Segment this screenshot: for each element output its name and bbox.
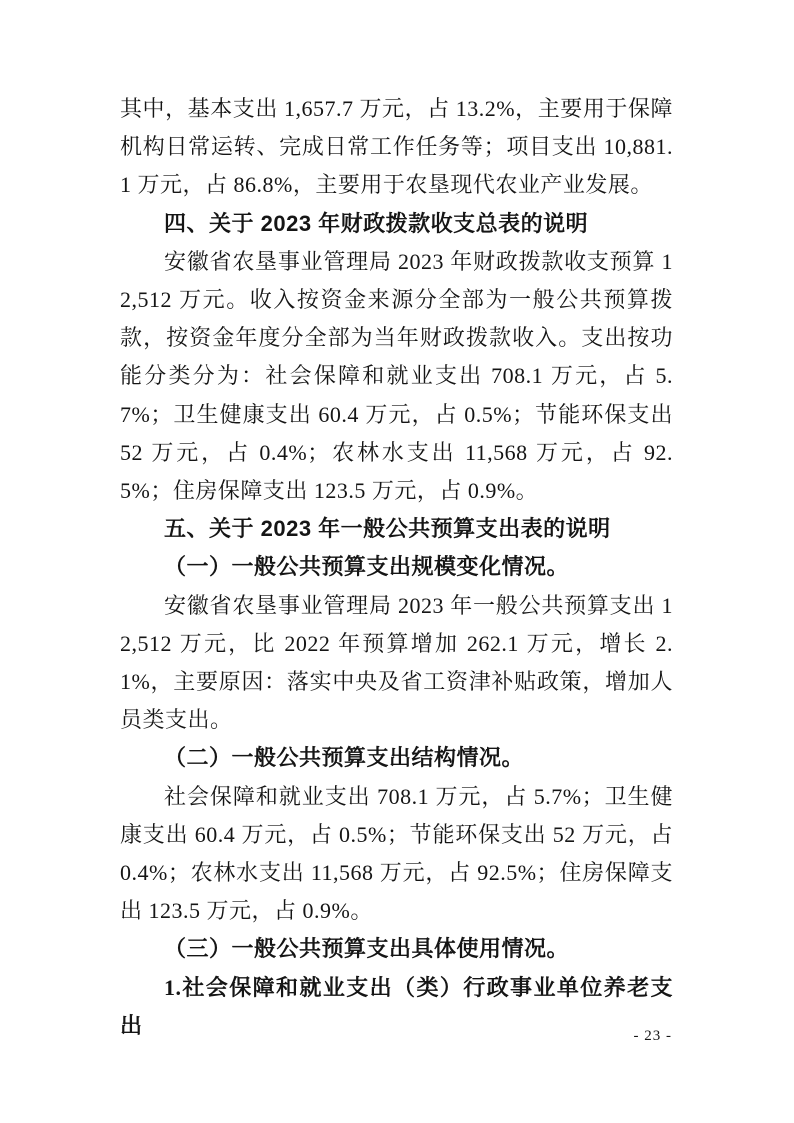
section-heading-v-general-public-budget: 五、关于 2023 年一般公共预算支出表的说明 (164, 516, 611, 542)
section-heading-iv-fiscal-appropriation-summary: 四、关于 2023 年财政拨款收支总表的说明 (164, 210, 589, 236)
subsection-heading-3-specific-usage: （三）一般公共预算支出具体使用情况。 (164, 936, 570, 962)
paragraph-fiscal-appropriation-detail: 安徽省农垦事业管理局 2023 年财政拨款收支预算 12,512 万元。收入按资金来源分全部为一般公共预算拨款，按资金年度分全部为当年财政拨款收入。支出按功能分类分为：社会保障和就业支出 708.1 万元，占 5.7%；卫生健康支出 60.4 万元，占 0.5%；节能环保支出 52 万元，占 0.4%；农林水支出 11,568 万元，占 92.5%；住房保障支出 123.5 万元，占 0.9%。 (120, 248, 673, 504)
paragraph-budget-scale-change: 安徽省农垦事业管理局 2023 年一般公共预算支出 12,512 万元，比 2022 年预算增加 262.1 万元，增长 2.1%，主要原因：落实中央及省工资津补贴政策，增加人员类支出。 (120, 592, 673, 733)
paragraph-basic-project-expenditure-continuation: 其中，基本支出 1,657.7 万元，占 13.2%，主要用于保障机构日常运转、完成日常工作任务等；项目支出 10,881.1 万元，占 86.8%，主要用于农垦现代农业产业发展。 (120, 96, 673, 198)
paragraph-budget-structure: 社会保障和就业支出 708.1 万元，占 5.7%；卫生健康支出 60.4 万元，占 0.5%；节能环保支出 52 万元，占 0.4%；农林水支出 11,568 万元，占 92.5%；住房保障支出 123.5 万元，占 0.9%。 (120, 783, 673, 924)
subsection-heading-1-scale-change: （一）一般公共预算支出规模变化情况。 (164, 554, 570, 580)
page-number: - 23 - (633, 1028, 672, 1044)
subsection-heading-2-structure: （二）一般公共预算支出结构情况。 (164, 745, 525, 771)
document-body (120, 90, 673, 1045)
item-heading-1-social-security-pension: 1.社会保障和就业支出（类）行政事业单位养老支出 (120, 974, 673, 1038)
